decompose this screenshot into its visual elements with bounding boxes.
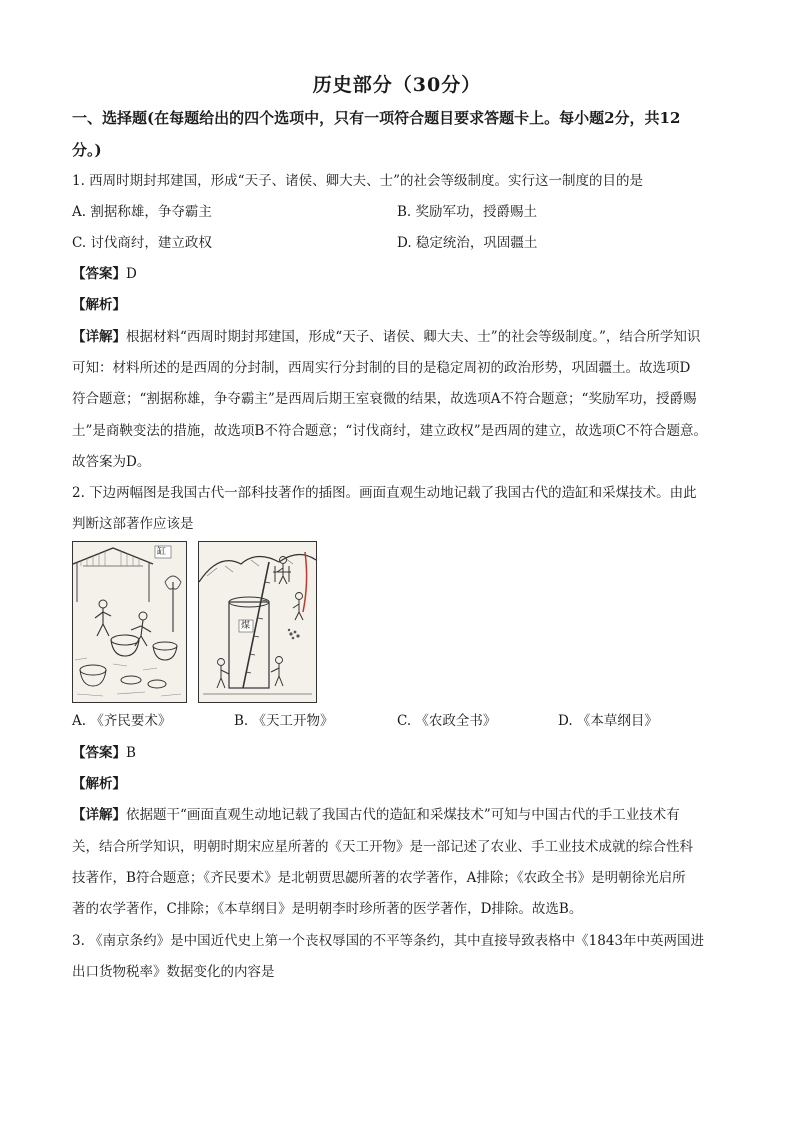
q1-detail-line1	[72, 327, 722, 347]
q2-answer-value: B	[126, 745, 136, 761]
q3-stem-line2: 出口货物税率》数据变化的内容是	[72, 964, 275, 980]
coal-figure-caption: 煤	[241, 621, 251, 631]
vat-figure-caption: 缸	[157, 547, 167, 557]
q2-detail-line2: 关，结合所学知识，明朝时期宋应星所著的《天工开物》是一部记述了农业、手工业技术成就的综合性科	[72, 839, 693, 855]
q1-analysis-tag: 【解析】	[72, 297, 126, 313]
section-heading-line2: 分。)	[72, 141, 102, 159]
illustration-coal-mining	[198, 541, 317, 703]
q2-stem-line2: 判断这部著作应该是	[72, 516, 194, 532]
q1-answer-tag: 【答案】	[72, 266, 126, 282]
page-title: 历史部分（30分）	[312, 74, 482, 96]
q1-detail-text1: 根据材料“西周时期封邦建国，形成“天子、诸侯、卿大夫、士”的社会等级制度。”，结合所学知识	[126, 329, 701, 345]
q1-answer-value: D	[126, 266, 137, 282]
q1-detail-line4: 土”是商鞅变法的措施，故选项B不符合题意；“讨伐商纣，建立政权”是西周的建立，故选项C不符合题意。	[72, 423, 707, 439]
q2-option-d: D. 《本草纲目》	[558, 713, 658, 729]
section-heading-line1: 一、选择题(在每题给出的四个选项中，只有一项符合题目要求答题卡上。每小题2分，共12	[72, 109, 681, 127]
vat-making-drawing	[73, 542, 186, 702]
q1-option-c: C. 讨伐商纣，建立政权	[72, 235, 212, 251]
q2-detail-tag: 【详解】	[72, 807, 126, 823]
q2-answer-line	[72, 743, 722, 763]
q2-option-b: B. 《天工开物》	[234, 713, 334, 729]
q2-detail-line3: 技著作，B符合题意；《齐民要术》是北朝贾思勰所著的农学著作，A排除；《农政全书》是明朝徐光启所	[72, 870, 686, 886]
q1-detail-line2: 可知：材料所述的是西周的分封制，西周实行分封制的目的是稳定周初的政治形势，巩固疆土。故选项D	[72, 360, 691, 376]
illustration-vat-making	[72, 541, 187, 703]
q2-answer-tag: 【答案】	[72, 745, 126, 761]
q1-option-b: B. 奖励军功，授爵赐土	[397, 204, 538, 220]
q2-analysis-tag: 【解析】	[72, 776, 126, 792]
q2-option-c: C. 《农政全书》	[397, 713, 497, 729]
q2-detail-line4: 著的农学著作，C排除；《本草纲目》是明朝李时珍所著的医学著作，D排除。故选B。	[72, 901, 583, 917]
q1-detail-line5: 故答案为D。	[72, 454, 151, 470]
q1-detail-line3: 符合题意；“割据称雄，争夺霸主”是西周后期王室衰微的结果，故选项A不符合题意；“奖励军功，授爵赐	[72, 391, 697, 407]
q2-stem-line1: 2. 下边两幅图是我国古代一部科技著作的插图。画面直观生动地记载了我国古代的造缸和采煤技术。由此	[72, 485, 697, 501]
q2-detail-text1: 依据题干“画面直观生动地记载了我国古代的造缸和采煤技术”可知与中国古代的手工业技术有	[126, 807, 680, 823]
q1-option-d: D. 稳定统治，巩固疆土	[397, 235, 538, 251]
q3-stem-line1: 3. 《南京条约》是中国近代史上第一个丧权辱国的不平等条约，其中直接导致表格中《1843年中英两国进	[72, 933, 705, 949]
q1-answer-line	[72, 264, 722, 284]
q2-option-a: A. 《齐民要术》	[72, 713, 172, 729]
q1-option-a: A. 割据称雄，争夺霸主	[72, 204, 212, 220]
q1-stem: 1. 西周时期封邦建国，形成“天子、诸侯、卿大夫、士”的社会等级制度。实行这一制度的目的是	[72, 173, 643, 189]
coal-mining-drawing	[199, 542, 316, 702]
q1-detail-tag: 【详解】	[72, 329, 126, 345]
q2-detail-line1	[72, 805, 722, 825]
